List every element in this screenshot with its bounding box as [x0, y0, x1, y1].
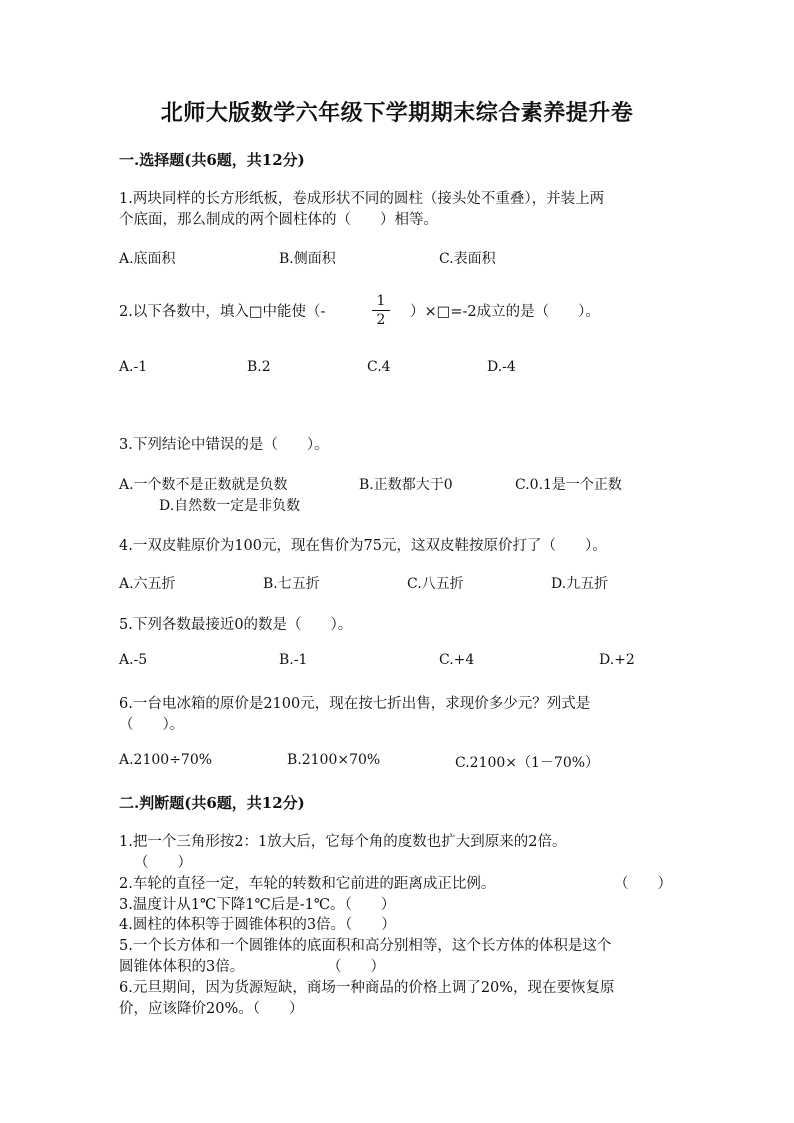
- question-1-option-a: A.底面积: [119, 251, 176, 267]
- question-4-option-b: B.七五折: [263, 576, 320, 592]
- question-6-option-b: B.2100×70%: [287, 752, 381, 768]
- fraction-numerator: 1: [372, 293, 390, 311]
- question-6-option-a: A.2100÷70%: [119, 752, 213, 768]
- fraction-denominator: 2: [376, 312, 386, 328]
- question-3-option-b: B.正数都大于0: [359, 477, 453, 493]
- judge-6-line-2: 价，应该降价20%。（ ）: [119, 1001, 304, 1017]
- page-title: 北师大版数学六年级下学期期末综合素养提升卷: [160, 100, 634, 126]
- judge-1-answer-paren: （ ）: [134, 855, 192, 871]
- judge-5-line-1: 5.一个长方体和一个圆锥体的底面积和高分别相等，这个长方体的体积是这个: [119, 938, 612, 954]
- question-6-option-c: C.2100×（1－70%）: [455, 755, 600, 771]
- question-4-option-c: C.八五折: [407, 576, 464, 592]
- question-3-option-a: A.一个数不是正数就是负数: [119, 477, 288, 493]
- question-3-option-c: C.0.1是一个正数: [515, 477, 622, 493]
- question-5-option-b: B.-1: [279, 652, 308, 668]
- question-4-line-1: 4.一双皮鞋原价为100元，现在售价为75元，这双皮鞋按原价打了（ ）。: [119, 538, 607, 554]
- question-2-option-d: D.-4: [487, 359, 516, 375]
- question-4-option-a: A.六五折: [119, 576, 176, 592]
- question-2-fraction: [372, 293, 390, 328]
- question-3-option-d: D.自然数一定是非负数: [159, 498, 301, 514]
- question-5-option-a: A.-5: [119, 652, 148, 668]
- question-2-option-b: B.2: [247, 359, 271, 375]
- question-2-text-after: ）×□=-2成立的是（ ）。: [410, 304, 600, 320]
- question-6-line-2: （ ）。: [119, 717, 185, 733]
- question-1-line-1: 1.两块同样的长方形纸板，卷成形状不同的圆柱（接头处不重叠），并装上两: [119, 191, 605, 207]
- question-2-text-before: 2.以下各数中，填入□中能使（-: [119, 304, 326, 320]
- section-heading-choice: 一.选择题(共6题，共12分): [119, 151, 305, 169]
- question-2-option-c: C.4: [367, 359, 391, 375]
- question-1-option-b: B.侧面积: [279, 251, 336, 267]
- question-6-line-1: 6.一台电冰箱的原价是2100元，现在按七折出售，求现价多少元？列式是: [119, 696, 591, 712]
- question-3-line-1: 3.下列结论中错误的是（ ）。: [119, 437, 329, 453]
- judge-5-line-2: 圆锥体体积的3倍。: [119, 959, 245, 975]
- question-5-option-c: C.+4: [439, 652, 475, 668]
- section-heading-judgement: 二.判断题(共6题，共12分): [119, 794, 305, 812]
- question-4-option-d: D.九五折: [551, 576, 609, 592]
- question-1-option-c: C.表面积: [439, 251, 496, 267]
- judge-2-answer-paren: （ ）: [614, 876, 672, 892]
- judge-5-answer-paren: （ ）: [327, 959, 385, 975]
- judge-4-text: 4.圆柱的体积等于圆锥体积的3倍。（ ）: [119, 917, 396, 933]
- question-2-option-a: A.-1: [119, 359, 148, 375]
- question-5-line-1: 5.下列各数最接近0的数是（ ）。: [119, 617, 353, 633]
- question-5-option-d: D.+2: [599, 652, 635, 668]
- judge-3-text: 3.温度计从1℃下降1℃后是-1℃。（ ）: [119, 897, 396, 913]
- judge-6-line-1: 6.元旦期间，因为货源短缺，商场一种商品的价格上调了20%，现在要恢复原: [119, 980, 615, 996]
- question-1-line-2: 个底面，那么制成的两个圆柱体的（ ）相等。: [119, 212, 438, 228]
- judge-2-text: 2.车轮的直径一定，车轮的转数和它前进的距离成正比例。: [119, 876, 496, 892]
- judge-1-line-1: 1.把一个三角形按2：1放大后，它每个角的度数也扩大到原来的2倍。: [119, 834, 567, 850]
